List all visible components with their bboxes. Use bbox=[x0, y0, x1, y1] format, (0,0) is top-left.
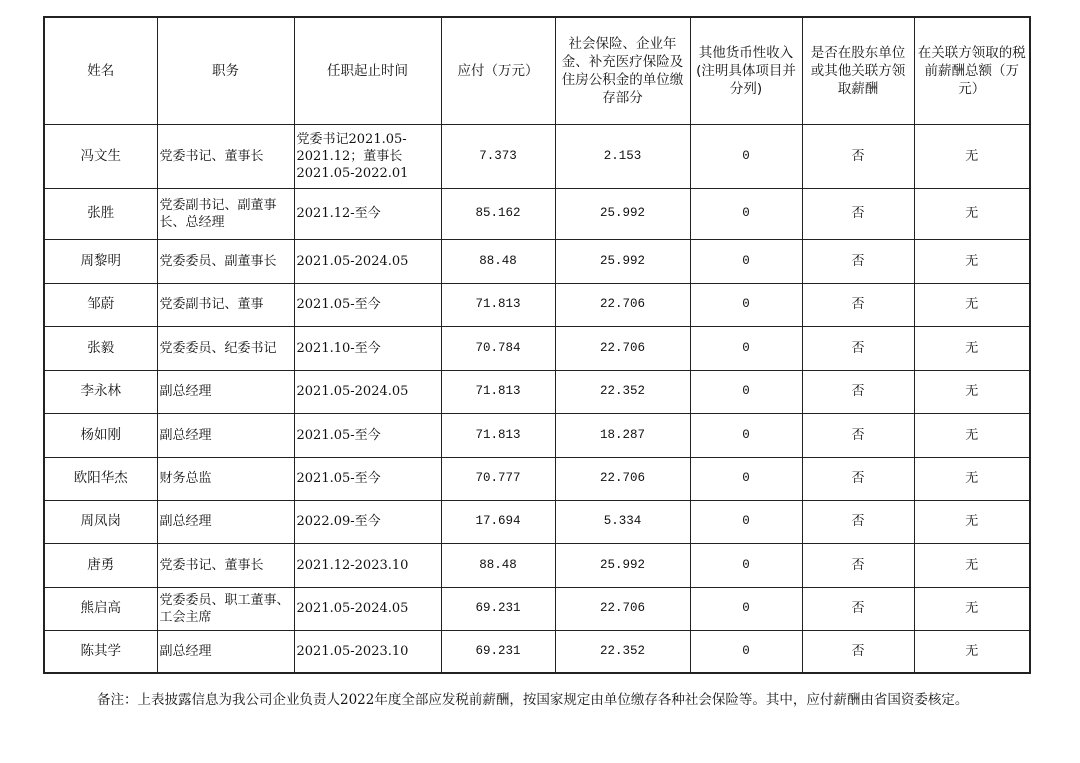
cell-other-income: 0 bbox=[690, 413, 802, 457]
cell-payable: 71.813 bbox=[441, 413, 555, 457]
cell-related-party-total: 无 bbox=[914, 124, 1030, 188]
cell-payable: 85.162 bbox=[441, 188, 555, 239]
cell-term: 2021.12-2023.10 bbox=[294, 543, 441, 587]
cell-name: 冯文生 bbox=[44, 124, 157, 188]
cell-related-party-total: 无 bbox=[914, 500, 1030, 543]
cell-position: 党委副书记、副董事长、总经理 bbox=[157, 188, 294, 239]
cell-name: 周黎明 bbox=[44, 239, 157, 283]
cell-position: 副总经理 bbox=[157, 630, 294, 673]
cell-term: 2021.05-2024.05 bbox=[294, 239, 441, 283]
cell-related-party-paid: 否 bbox=[802, 283, 914, 326]
cell-social-insurance: 25.992 bbox=[555, 543, 690, 587]
table-row bbox=[44, 124, 1030, 188]
cell-name: 周凤岗 bbox=[44, 500, 157, 543]
cell-payable: 70.777 bbox=[441, 457, 555, 500]
header-related-party-total: 在关联方领取的税前薪酬总额（万元） bbox=[914, 17, 1030, 124]
cell-payable: 88.48 bbox=[441, 543, 555, 587]
cell-related-party-total: 无 bbox=[914, 543, 1030, 587]
table-row bbox=[44, 326, 1030, 370]
cell-social-insurance: 5.334 bbox=[555, 500, 690, 543]
cell-other-income: 0 bbox=[690, 283, 802, 326]
cell-related-party-total: 无 bbox=[914, 239, 1030, 283]
cell-payable: 69.231 bbox=[441, 630, 555, 673]
cell-payable: 71.813 bbox=[441, 283, 555, 326]
header-other-income: 其他货币性收入(注明具体项目并分列) bbox=[690, 17, 802, 124]
cell-term: 2021.10-至今 bbox=[294, 326, 441, 370]
cell-position: 党委委员、副董事长 bbox=[157, 239, 294, 283]
cell-related-party-paid: 否 bbox=[802, 239, 914, 283]
cell-other-income: 0 bbox=[690, 124, 802, 188]
cell-related-party-total: 无 bbox=[914, 457, 1030, 500]
header-term: 任职起止时间 bbox=[294, 17, 441, 124]
header-position: 职务 bbox=[157, 17, 294, 124]
table-row bbox=[44, 543, 1030, 587]
table-body bbox=[44, 124, 1030, 673]
table-row bbox=[44, 370, 1030, 413]
header-social-insurance: 社会保险、企业年金、补充医疗保险及住房公积金的单位缴存部分 bbox=[555, 17, 690, 124]
cell-term: 2021.05-至今 bbox=[294, 283, 441, 326]
cell-position: 副总经理 bbox=[157, 413, 294, 457]
table-row bbox=[44, 188, 1030, 239]
cell-related-party-paid: 否 bbox=[802, 370, 914, 413]
cell-social-insurance: 25.992 bbox=[555, 239, 690, 283]
cell-related-party-paid: 否 bbox=[802, 543, 914, 587]
cell-name: 陈其学 bbox=[44, 630, 157, 673]
cell-name: 张毅 bbox=[44, 326, 157, 370]
cell-position: 副总经理 bbox=[157, 500, 294, 543]
table-row bbox=[44, 500, 1030, 543]
cell-term: 2021.05-2023.10 bbox=[294, 630, 441, 673]
cell-position: 党委书记、董事长 bbox=[157, 124, 294, 188]
cell-position: 党委书记、董事长 bbox=[157, 543, 294, 587]
cell-other-income: 0 bbox=[690, 630, 802, 673]
cell-social-insurance: 25.992 bbox=[555, 188, 690, 239]
cell-name: 邹蔚 bbox=[44, 283, 157, 326]
cell-other-income: 0 bbox=[690, 500, 802, 543]
cell-name: 杨如刚 bbox=[44, 413, 157, 457]
cell-social-insurance: 22.352 bbox=[555, 630, 690, 673]
cell-related-party-paid: 否 bbox=[802, 500, 914, 543]
cell-name: 李永林 bbox=[44, 370, 157, 413]
cell-payable: 88.48 bbox=[441, 239, 555, 283]
cell-related-party-paid: 否 bbox=[802, 124, 914, 188]
cell-position: 党委委员、职工董事、工会主席 bbox=[157, 587, 294, 630]
cell-social-insurance: 2.153 bbox=[555, 124, 690, 188]
cell-social-insurance: 22.706 bbox=[555, 283, 690, 326]
header-related-party-paid: 是否在股东单位或其他关联方领取薪酬 bbox=[802, 17, 914, 124]
cell-term: 2021.05-2024.05 bbox=[294, 370, 441, 413]
cell-position: 财务总监 bbox=[157, 457, 294, 500]
cell-related-party-paid: 否 bbox=[802, 413, 914, 457]
cell-related-party-paid: 否 bbox=[802, 188, 914, 239]
table-row bbox=[44, 283, 1030, 326]
cell-position: 党委委员、纪委书记 bbox=[157, 326, 294, 370]
cell-name: 熊启高 bbox=[44, 587, 157, 630]
cell-other-income: 0 bbox=[690, 188, 802, 239]
table-row bbox=[44, 630, 1030, 673]
cell-payable: 69.231 bbox=[441, 587, 555, 630]
cell-other-income: 0 bbox=[690, 543, 802, 587]
cell-payable: 71.813 bbox=[441, 370, 555, 413]
cell-term: 2021.05-至今 bbox=[294, 457, 441, 500]
table-row bbox=[44, 413, 1030, 457]
cell-term: 2022.09-至今 bbox=[294, 500, 441, 543]
cell-position: 党委副书记、董事 bbox=[157, 283, 294, 326]
header-name: 姓名 bbox=[44, 17, 157, 124]
cell-term: 党委书记2021.05-2021.12；董事长2021.05-2022.01 bbox=[294, 124, 441, 188]
header-payable: 应付（万元） bbox=[441, 17, 555, 124]
cell-social-insurance: 22.352 bbox=[555, 370, 690, 413]
cell-related-party-total: 无 bbox=[914, 188, 1030, 239]
cell-position: 副总经理 bbox=[157, 370, 294, 413]
cell-other-income: 0 bbox=[690, 587, 802, 630]
footnote: 备注：上表披露信息为我公司企业负责人2022年度全部应发税前薪酬，按国家规定由单位缴存各种社会保险等。其中，应付薪酬由省国资委核定。 bbox=[97, 692, 969, 708]
cell-related-party-total: 无 bbox=[914, 630, 1030, 673]
cell-related-party-paid: 否 bbox=[802, 630, 914, 673]
cell-other-income: 0 bbox=[690, 370, 802, 413]
cell-payable: 7.373 bbox=[441, 124, 555, 188]
cell-related-party-total: 无 bbox=[914, 370, 1030, 413]
cell-related-party-paid: 否 bbox=[802, 457, 914, 500]
cell-social-insurance: 22.706 bbox=[555, 457, 690, 500]
cell-other-income: 0 bbox=[690, 239, 802, 283]
cell-related-party-paid: 否 bbox=[802, 326, 914, 370]
table-row bbox=[44, 457, 1030, 500]
cell-payable: 70.784 bbox=[441, 326, 555, 370]
header-row bbox=[44, 17, 1030, 124]
cell-social-insurance: 22.706 bbox=[555, 587, 690, 630]
cell-name: 张胜 bbox=[44, 188, 157, 239]
cell-related-party-total: 无 bbox=[914, 413, 1030, 457]
cell-related-party-total: 无 bbox=[914, 587, 1030, 630]
cell-term: 2021.12-至今 bbox=[294, 188, 441, 239]
cell-related-party-paid: 否 bbox=[802, 587, 914, 630]
table-row bbox=[44, 587, 1030, 630]
table-row bbox=[44, 239, 1030, 283]
cell-social-insurance: 22.706 bbox=[555, 326, 690, 370]
cell-social-insurance: 18.287 bbox=[555, 413, 690, 457]
cell-name: 欧阳华杰 bbox=[44, 457, 157, 500]
cell-term: 2021.05-2024.05 bbox=[294, 587, 441, 630]
cell-other-income: 0 bbox=[690, 326, 802, 370]
cell-related-party-total: 无 bbox=[914, 326, 1030, 370]
cell-other-income: 0 bbox=[690, 457, 802, 500]
cell-name: 唐勇 bbox=[44, 543, 157, 587]
cell-payable: 17.694 bbox=[441, 500, 555, 543]
cell-related-party-total: 无 bbox=[914, 283, 1030, 326]
cell-term: 2021.05-至今 bbox=[294, 413, 441, 457]
compensation-table bbox=[43, 16, 1031, 674]
